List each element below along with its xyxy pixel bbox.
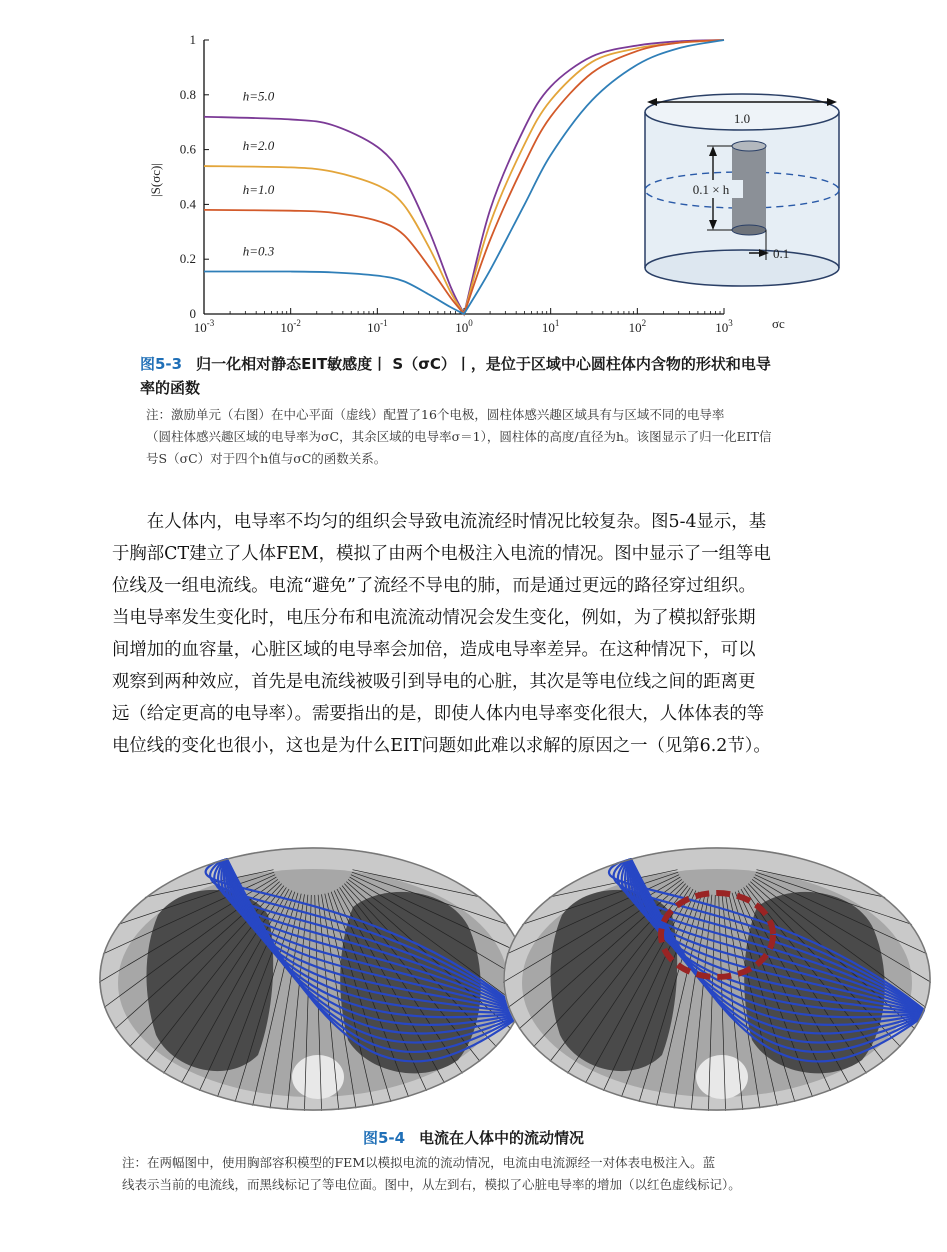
x-tick-label: $10^{-2}$ — [280, 318, 301, 335]
paragraph-line: 间增加的血容量，心脏区域的电导率会加倍，造成电导率差异。在这种情况下，可以 — [112, 640, 756, 660]
figure-5-3-caption — [140, 352, 900, 400]
paragraph-line: 当电导率发生变化时，电压分布和电流流动情况会发生变化，例如，为了模拟舒张期 — [112, 608, 756, 628]
body-paragraph — [112, 506, 902, 762]
y-tick-label: 0 — [189, 306, 196, 321]
figure-5-3-note-line: （圆柱体感兴趣区域的电导率为σC，其余区域的电导率σ＝1），圆柱体的高度/直径为h。该图显示了归一化EIT信 — [146, 429, 772, 444]
cylinder-inset — [645, 94, 839, 286]
series-label: h=5.0 — [242, 88, 275, 104]
figure-5-3-number: 图5-3 — [140, 355, 183, 373]
paragraph-line: 电位线的变化也很小，这也是为什么EIT问题如此难以求解的原因之一（见第6.2节）。 — [112, 736, 771, 756]
figure-5-3-note-line: 注：激励单元（右图）在中心平面（虚线）配置了16个电极，圆柱体感兴趣区域具有与区域不同的电导率 — [146, 407, 725, 422]
y-tick-label: 0.2 — [179, 251, 196, 267]
figure-5-4-note-line: 线表示当前的电流线，而黑线标记了等电位面。图中，从左到右，模拟了心脏电导率的增加（以红色虚线标记）。 — [122, 1177, 741, 1192]
ct-panel-heart-conductivity — [502, 845, 932, 1113]
inset-diameter-label: 1.0 — [733, 111, 751, 126]
paragraph-line: 在人体内，电导率不均匀的组织会导致电流流经时情况比较复杂。图5-4显示，基 — [146, 512, 767, 532]
ct-panel-baseline — [98, 845, 528, 1113]
spine — [696, 1055, 748, 1099]
figure-5-3-caption-line2: 率的函数 — [140, 379, 201, 397]
y-tick-label: 1 — [189, 32, 196, 47]
paragraph-line: 于胸部CT建立了人体FEM，模拟了由两个电极注入电流的情况。图中显示了一组等电 — [112, 544, 771, 564]
paragraph-line: 位线及一组电流线。电流“避免”了流经不导电的肺，而是通过更远的路径穿过组织。 — [112, 576, 756, 596]
x-tick-label: $10^1$ — [541, 318, 560, 335]
figure-5-3-caption-line1 — [140, 352, 900, 376]
series-label: h=0.3 — [242, 243, 275, 259]
series-label: h=2.0 — [242, 138, 275, 154]
y-tick-label: 0.6 — [179, 141, 196, 157]
figure-5-3-title-part1: 归一化相对静态EIT敏感度丨 S（σC）丨，是位于区域中心圆柱体内含物的形状和电导 — [196, 355, 771, 373]
figure-5-4-caption — [0, 1126, 947, 1150]
figure-5-4-note — [122, 1152, 912, 1196]
spine — [292, 1055, 344, 1099]
sensitivity-chart — [140, 20, 860, 340]
series-label: h=1.0 — [242, 181, 275, 197]
x-tick-label: $10^{-1}$ — [367, 318, 388, 335]
inset-height-label: 0.1 × h — [692, 182, 730, 197]
y-tick-label: 0.8 — [179, 86, 196, 102]
x-tick-label: $10^3$ — [715, 318, 733, 335]
paragraph-line: 观察到两种效应，首先是电流线被吸引到导电的心脏，其次是等电位线之间的距离更 — [112, 672, 756, 692]
paragraph-line: 远（给定更高的电导率）。需要指出的是，即使人体内电导率变化很大，人体体表的等 — [112, 704, 765, 724]
series-labels — [243, 89, 275, 259]
x-axis-label: σc — [772, 316, 785, 331]
figure-5-4-title: 电流在人体中的流动情况 — [419, 1129, 585, 1147]
figure-5-3-note — [146, 404, 906, 470]
y-axis-label: |S(σc)| — [148, 163, 163, 197]
x-tick-label: $10^2$ — [628, 318, 647, 335]
figure-5-3-note-line: 号S（σC）对于四个h值与σC的函数关系。 — [146, 451, 387, 466]
y-tick-label: 0.4 — [179, 196, 196, 212]
figure-5-4-number: 图5-4 — [362, 1129, 406, 1147]
x-tick-label: $10^0$ — [455, 318, 473, 335]
x-tick-label: $10^{-3}$ — [193, 318, 215, 335]
inset-radius-label: 0.1 — [773, 246, 790, 261]
figure-5-4-note-line: 注：在两幅图中，使用胸部容积模型的FEM以模拟电流的流动情况，电流由电流源经一对体表电极注入。蓝 — [122, 1155, 716, 1170]
